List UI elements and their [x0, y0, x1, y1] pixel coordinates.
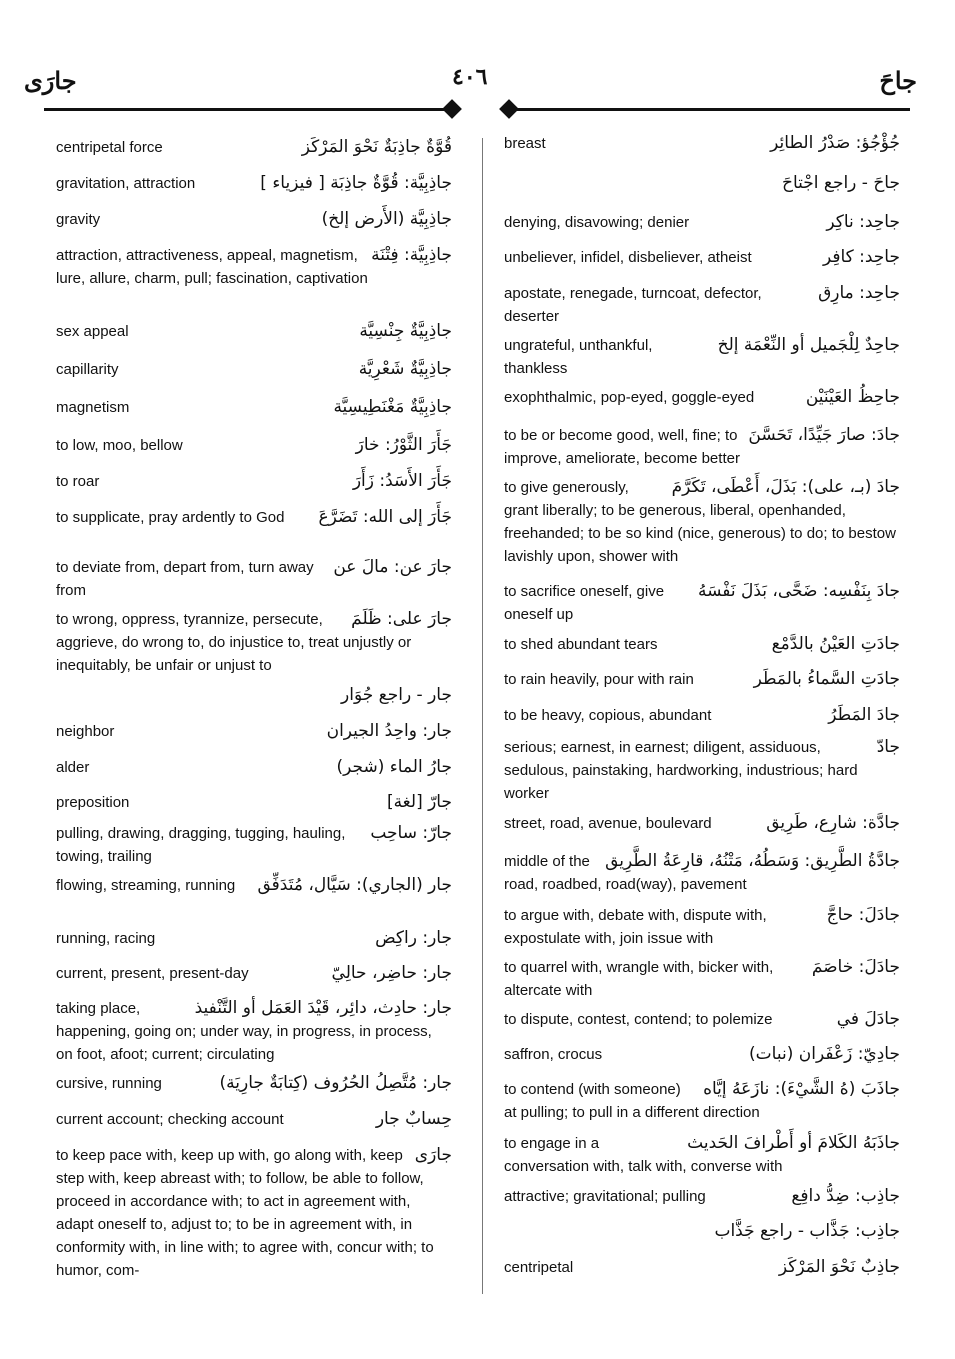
- dictionary-entry: [504, 904, 900, 950]
- arabic-headword: جاذِب: جَذَّاب - راجع جَذَّاب: [714, 1221, 900, 1241]
- arabic-headword: جاذَبَ (هُ الشَّيْءَ): نازَعَهُ إيَّاه: [703, 1079, 900, 1099]
- english-definition: taking place, happening, going on; under way, in progress, in process, on foot, afoot; current; circulating: [56, 1000, 432, 1063]
- dictionary-entry: [504, 1256, 900, 1279]
- arabic-headword: جارّ [لغة]: [386, 792, 452, 812]
- english-definition: to supplicate, pray ardently to God: [56, 509, 285, 526]
- dictionary-entry: [504, 1132, 900, 1178]
- dictionary-entry: [504, 736, 900, 805]
- dictionary-entry: [504, 1008, 900, 1031]
- arabic-headword: جادَتِ السَّماءُ بالمَطَر: [753, 669, 900, 689]
- arabic-headword: قُوَّةٌ جاذِبَةٌ نَحْوَ المَرْكَز: [301, 137, 452, 157]
- english-definition: saffron, crocus: [504, 1046, 603, 1063]
- arabic-headword: جادَلَ: حاجَّ: [826, 905, 900, 925]
- arabic-headword: جادَ (بـ، على): بَذَلَ، أَعْطَى، تَكَرَّمَ: [671, 477, 900, 497]
- arabic-headword: جارُ الماء (شجر): [336, 757, 452, 777]
- dictionary-entry: [56, 756, 452, 779]
- english-definition: to low, moo, bellow: [56, 437, 183, 454]
- arabic-headword: جاحِظُ العَيْنَيْن: [805, 387, 900, 407]
- dictionary-entry: [504, 668, 900, 691]
- dictionary-entry: [504, 172, 900, 195]
- english-definition: to rain heavily, pour with rain: [504, 671, 694, 688]
- dictionary-entry: [504, 633, 900, 656]
- dictionary-entry: [56, 556, 452, 602]
- english-definition: to dispute, contest, contend; to polemize: [504, 1011, 773, 1028]
- arabic-headword: جادّ: [876, 737, 900, 757]
- dictionary-entry: [56, 470, 452, 493]
- english-definition: to keep pace with, keep up with, go along with, keep step with, keep abreast with; to follow, be able to follow, proceed in accordance with; to act in agreement with, adapt oneself to, adjust to; to be in agreement with, in conformity with, in line with; to agree with, concur with; to humor, com-: [56, 1147, 434, 1279]
- english-definition: unbeliever, infidel, disbeliever, atheist: [504, 249, 752, 266]
- arabic-headword: جَأَرَ الثَّوْرُ: خارَ: [355, 435, 452, 455]
- arabic-headword: جاذِبٌ نَحْوَ المَرْكَز: [778, 1257, 900, 1277]
- dictionary-entry: [504, 850, 900, 896]
- arabic-headword: جاحَ - راجع اجْتاحَ: [781, 173, 900, 193]
- dictionary-entry: [504, 956, 900, 1002]
- arabic-headword: جاذِبِيَّةٌ جِنْسِيَّة: [359, 321, 452, 341]
- dictionary-entry: [504, 246, 900, 269]
- arabic-headword: جارَ عن: مالَ عن: [333, 557, 452, 577]
- english-definition: to deviate from, depart from, turn away from: [56, 559, 314, 599]
- dictionary-entry: [504, 211, 900, 234]
- english-definition: running, racing: [56, 930, 156, 947]
- dictionary-entry: [504, 1078, 900, 1124]
- english-definition: street, road, avenue, boulevard: [504, 815, 712, 832]
- arabic-headword: جادَّةُ الطَّرِيق: وَسَطُهُ، مَتْنُهُ، قارِعَةُ الطَّرِيق: [605, 851, 900, 871]
- arabic-headword: جادَلَ: خاصَمَ: [811, 957, 900, 977]
- arabic-headword: جاحِدٌ لِلْجَميل أو النِّعْمَة إلخ: [717, 335, 900, 355]
- dictionary-entry: [56, 208, 452, 231]
- dictionary-entry: [56, 791, 452, 814]
- arabic-headword: حِسابٌ جار: [375, 1109, 452, 1129]
- dictionary-entry: [504, 386, 900, 409]
- dictionary-entry: [504, 812, 900, 835]
- page-number: ٤٠٦: [452, 64, 488, 90]
- dictionary-entry: [504, 334, 900, 380]
- arabic-headword: جادَلَ في: [836, 1009, 900, 1029]
- header-rule-right: [514, 108, 910, 111]
- english-definition: to be or become good, well, fine; to improve, ameliorate, become better: [504, 427, 740, 467]
- dictionary-entry: [56, 172, 452, 195]
- dictionary-entry: [56, 320, 452, 343]
- english-definition: to quarrel with, wrangle with, bicker with, altercate with: [504, 959, 774, 999]
- dictionary-entry: [504, 132, 900, 155]
- arabic-headword: جار: مُتَّصِلُ الحُرُوف (كِتابَةٌ جارِيَة): [219, 1073, 452, 1093]
- dictionary-entry: [56, 434, 452, 457]
- arabic-headword: جادَّة: شارِع، طَرِيق: [766, 813, 900, 833]
- arabic-headword: جَأَرَ الأَسَدُ: زَأَرَ: [352, 471, 452, 491]
- dictionary-entry: [56, 396, 452, 419]
- arabic-headword: جار: حاضِر، حالِيّ: [331, 963, 452, 983]
- dictionary-entry: [504, 1043, 900, 1066]
- english-definition: to wrong, oppress, tyrannize, persecute, aggrieve, do wrong to, do injustice to, treat unjustly or inequitably, be unfair or unjust to: [56, 611, 412, 674]
- arabic-headword: جاذِبِيَّة: قُوَّةٌ جاذِبَة [ فيزياء ]: [260, 173, 452, 193]
- english-definition: to roar: [56, 473, 100, 490]
- arabic-headword: جاذِبِيَّةٌ شَعْرِيَّة: [358, 359, 452, 379]
- arabic-headword: جاذَبَهُ الكَلامَ أو أَطْرافَ الحَديث: [687, 1133, 900, 1153]
- english-definition: to engage in a conversation with, talk with, converse with: [504, 1135, 783, 1175]
- arabic-headword: جَأَرَ إلى الله: تَضَرَّعَ: [318, 507, 452, 527]
- dictionary-entry: [56, 136, 452, 159]
- english-definition: denying, disavowing; denier: [504, 214, 690, 231]
- english-definition: alder: [56, 759, 90, 776]
- english-definition: to give generously, grant liberally; to be generous, liberal, openhanded, freehanded; to be so kind (nice, generous) to do; to bestow lavishly upon, shower with: [504, 479, 896, 565]
- dictionary-entry: [56, 997, 452, 1066]
- dictionary-entry: [504, 476, 900, 568]
- left-guide-word: جارَى: [24, 66, 77, 95]
- english-definition: exophthalmic, pop-eyed, goggle-eyed: [504, 389, 755, 406]
- english-definition: attractive; gravitational; pulling: [504, 1188, 706, 1205]
- english-definition: gravity: [56, 211, 101, 228]
- dictionary-entry: [56, 962, 452, 985]
- english-definition: centripetal: [504, 1259, 574, 1276]
- english-definition: current account; checking account: [56, 1111, 284, 1128]
- dictionary-entry: [56, 822, 452, 868]
- header-rule-left: [44, 108, 446, 111]
- english-definition: sex appeal: [56, 323, 129, 340]
- dictionary-entry: [56, 244, 452, 290]
- english-definition: capillarity: [56, 361, 119, 378]
- dictionary-entry: [56, 927, 452, 950]
- arabic-headword: جار (الجاري): سَيَّال، مُتَدَفِّق: [257, 875, 452, 895]
- dictionary-entry: [504, 1185, 900, 1208]
- english-definition: apostate, renegade, turncoat, defector, deserter: [504, 285, 762, 325]
- arabic-headword: جار: واحِدُ الجيران: [326, 721, 452, 741]
- arabic-headword: جاذِبِيَّةٌ مَغْنَطِيسِيَّة: [333, 397, 452, 417]
- english-definition: to argue with, debate with, dispute with, expostulate with, join issue with: [504, 907, 767, 947]
- arabic-headword: جادَ: صارَ جَيِّدًا، تَحَسَّنَ: [748, 425, 900, 445]
- arabic-headword: جاحِد: مارِق: [818, 283, 900, 303]
- dictionary-entry: [56, 1144, 452, 1282]
- diamond-ornament-left: [442, 99, 462, 119]
- dictionary-entry: [56, 358, 452, 381]
- arabic-headword: جادَ المَطَرُ: [828, 705, 900, 725]
- dictionary-entry: [504, 282, 900, 328]
- english-definition: to contend (with someone) at pulling; to pull in a different direction: [504, 1081, 760, 1121]
- arabic-headword: جارَ على: ظَلَمَ: [351, 609, 452, 629]
- arabic-headword: جار: راكِض: [375, 928, 452, 948]
- english-definition: flowing, streaming, running: [56, 877, 236, 894]
- english-definition: magnetism: [56, 399, 130, 416]
- dictionary-entry: [504, 424, 900, 470]
- dictionary-entry: [56, 720, 452, 743]
- arabic-headword: جادَتِ العَيْنُ بالدَّمْع: [771, 634, 900, 654]
- english-definition: centripetal force: [56, 139, 163, 156]
- english-definition: preposition: [56, 794, 130, 811]
- column-divider: [482, 138, 483, 1294]
- arabic-headword: جار: حادِث، دائِر، قَيْدَ العَمَل أو التَّنْفيذ: [194, 998, 452, 1018]
- arabic-headword: جارَى: [414, 1145, 452, 1165]
- arabic-headword: جارّ: ساحِب: [370, 823, 452, 843]
- arabic-headword: جاذِبِيَّة: فِتْنَة: [371, 245, 452, 265]
- english-definition: cursive, running: [56, 1075, 162, 1092]
- right-guide-word: جاحَ: [879, 66, 917, 95]
- english-definition: to be heavy, copious, abundant: [504, 707, 712, 724]
- dictionary-entry: [56, 506, 452, 529]
- dictionary-entry: [56, 1108, 452, 1131]
- diamond-ornament-right: [499, 99, 519, 119]
- arabic-headword: جادِيّ: زَعْفَران (نبات): [749, 1044, 900, 1064]
- dictionary-entry: [56, 1072, 452, 1095]
- dictionary-entry: [504, 580, 900, 626]
- english-definition: ungrateful, unthankful, thankless: [504, 337, 653, 377]
- english-definition: pulling, drawing, dragging, tugging, hauling, towing, trailing: [56, 825, 346, 865]
- dictionary-entry: [56, 608, 452, 677]
- dictionary-entry: [56, 874, 452, 897]
- arabic-headword: جار - راجع جُوَار: [341, 685, 452, 705]
- arabic-headword: جُؤْجُؤ: صَدْرُ الطائِر: [770, 133, 900, 153]
- dictionary-entry: [56, 684, 452, 707]
- english-definition: breast: [504, 135, 546, 152]
- english-definition: neighbor: [56, 723, 115, 740]
- arabic-headword: جاحِد: كافِر: [822, 247, 900, 267]
- arabic-headword: جاذِب: ضِدُّ دافِع: [791, 1186, 900, 1206]
- english-definition: attraction, attractiveness, appeal, magnetism, lure, allure, charm, pull; fascination, captivation: [56, 247, 368, 287]
- english-definition: serious; earnest, in earnest; diligent, assiduous, sedulous, painstaking, hardworking, industrious; hard worker: [504, 739, 858, 802]
- arabic-headword: جادَ بِنَفْسِه: ضَحَّى، بَذَلَ نَفْسَهُ: [697, 581, 900, 601]
- english-definition: gravitation, attraction: [56, 175, 196, 192]
- english-definition: to shed abundant tears: [504, 636, 658, 653]
- dictionary-entry: [504, 1220, 900, 1243]
- arabic-headword: جاذِبِيَّة (الأَرض إلخ): [321, 209, 452, 229]
- dictionary-entry: [504, 704, 900, 727]
- english-definition: to sacrifice oneself, give oneself up: [504, 583, 665, 623]
- english-definition: middle of the road, roadbed, road(way), pavement: [504, 853, 747, 893]
- english-definition: current, present, present-day: [56, 965, 249, 982]
- arabic-headword: جاحِد: ناكِر: [826, 212, 900, 232]
